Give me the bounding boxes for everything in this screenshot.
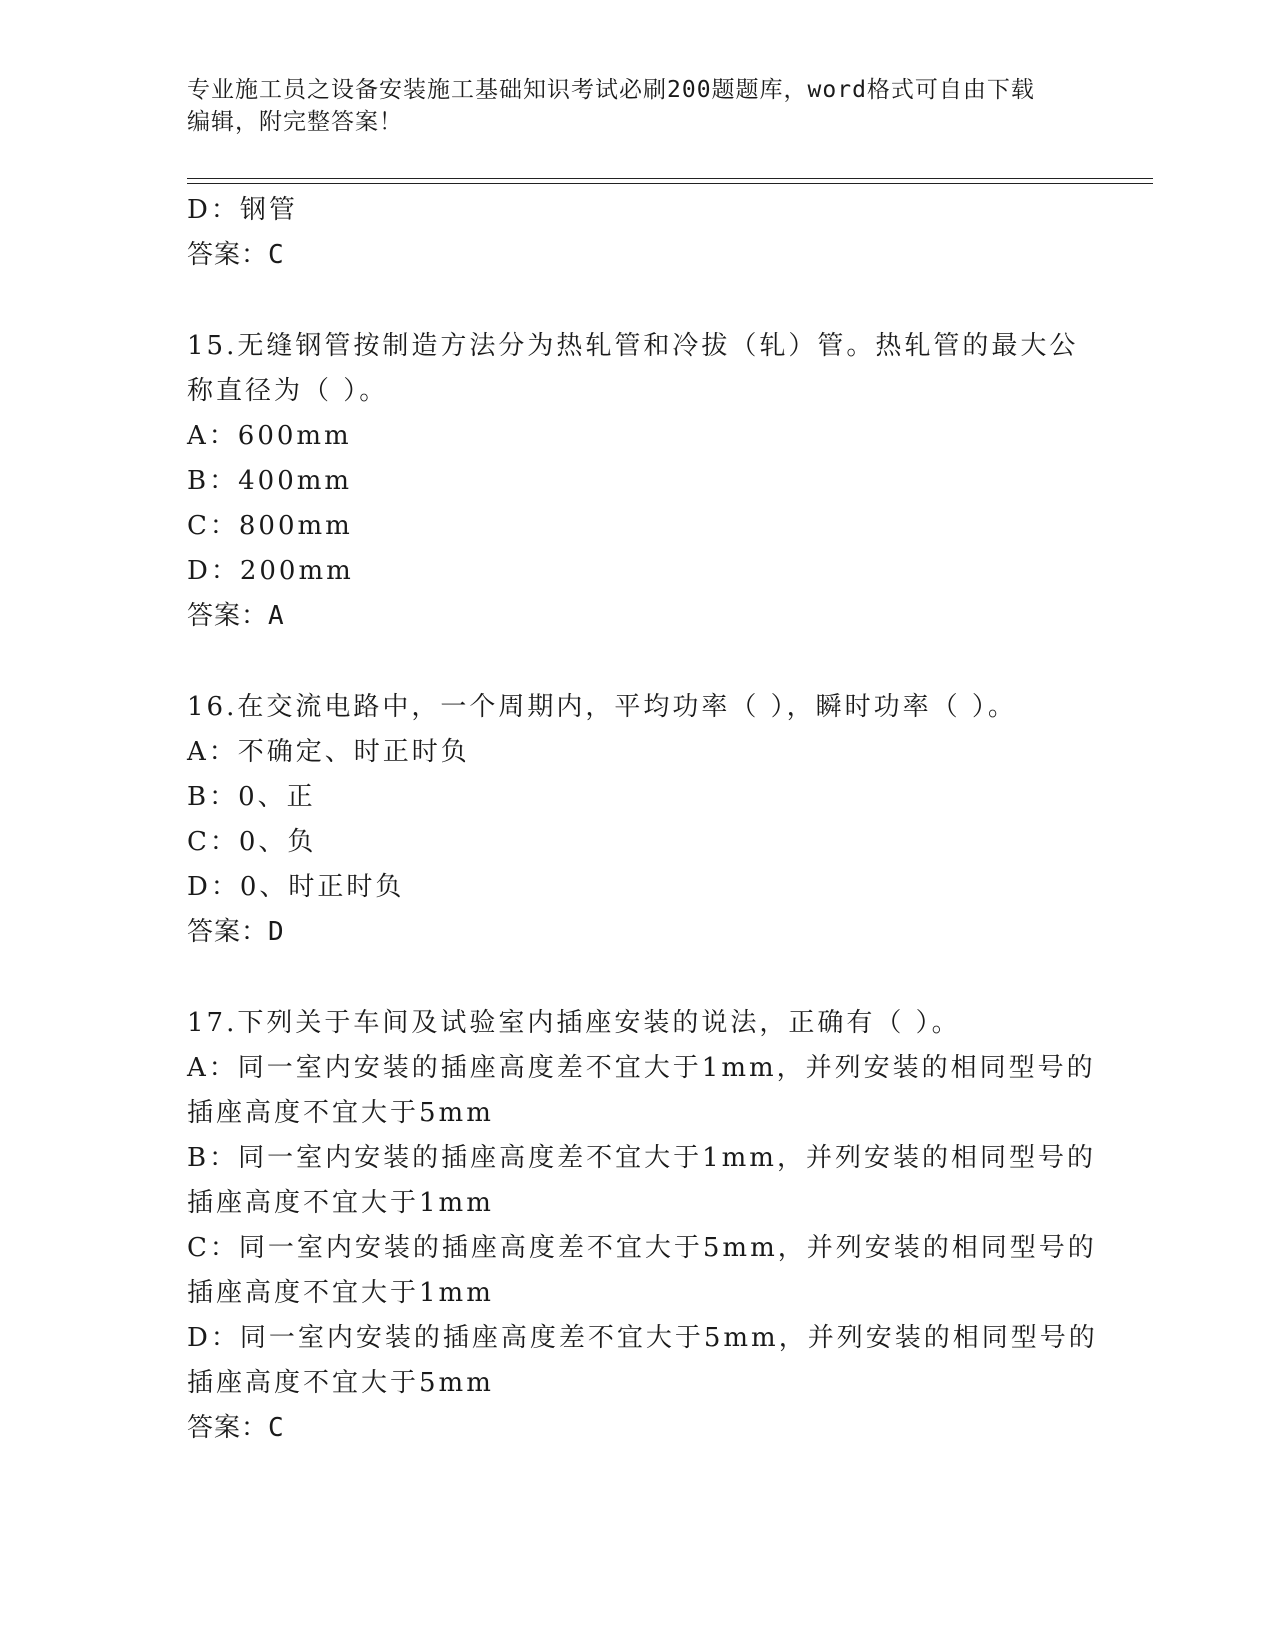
question-stem: 17.下列关于车间及试验室内插座安装的说法，正确有（ ）。 [187,1008,961,1038]
option-d: D：0、时正时负 [187,872,405,902]
answer-line: 答案：A [187,601,285,631]
option-b: B：400mm [187,466,353,496]
option-c: C：800mm [187,511,353,541]
question-stem: 15.无缝钢管按制造方法分为热轧管和冷拔（轧）管。热轧管的最大公 [187,331,1079,361]
document-header [187,74,1087,138]
option-b: B：0、正 [187,782,316,812]
header-title-line-2: 编辑，附完整答案！ [187,109,403,135]
option-b-continued: 插座高度不宜大于1mm [187,1188,494,1218]
header-divider-top [187,178,1153,179]
answer-line: 答案：C [187,240,285,270]
option-a: A：600mm [187,421,352,451]
spacer [187,639,1087,685]
question-15 [187,324,1087,639]
question-stem-continued: 称直径为（ ）。 [187,376,389,406]
spacer [187,278,1087,324]
option-c: C：0、负 [187,827,317,857]
question-17 [187,1001,1098,1451]
option-d: D：200mm [187,556,354,586]
header-divider-bottom [187,183,1153,184]
header-title-line-1: 专业施工员之设备安装施工基础知识考试必刷200题题库，word格式可自由下载 [187,77,1035,103]
option-d: D：同一室内安装的插座高度差不宜大于5mm，并列安装的相同型号的 [187,1323,1098,1353]
option-b: B：同一室内安装的插座高度差不宜大于1mm，并列安装的相同型号的 [187,1143,1096,1173]
option-a-continued: 插座高度不宜大于5mm [187,1098,494,1128]
option-c: C：同一室内安装的插座高度差不宜大于5mm，并列安装的相同型号的 [187,1233,1097,1263]
option-a: A：同一室内安装的插座高度差不宜大于1mm，并列安装的相同型号的 [187,1053,1096,1083]
option-a: A：不确定、时正时负 [187,737,470,767]
option-c-continued: 插座高度不宜大于1mm [187,1278,494,1308]
option-d: D：钢管 [187,195,298,225]
question-stem: 16.在交流电路中，一个周期内，平均功率（ ），瞬时功率（ ）。 [187,692,1017,722]
question-list [187,188,1098,1451]
question-16 [187,685,1087,955]
question-14 [187,188,1087,278]
answer-line: 答案：D [187,917,285,947]
spacer [187,955,1087,1001]
option-d-continued: 插座高度不宜大于5mm [187,1368,494,1398]
answer-line: 答案：C [187,1413,285,1443]
